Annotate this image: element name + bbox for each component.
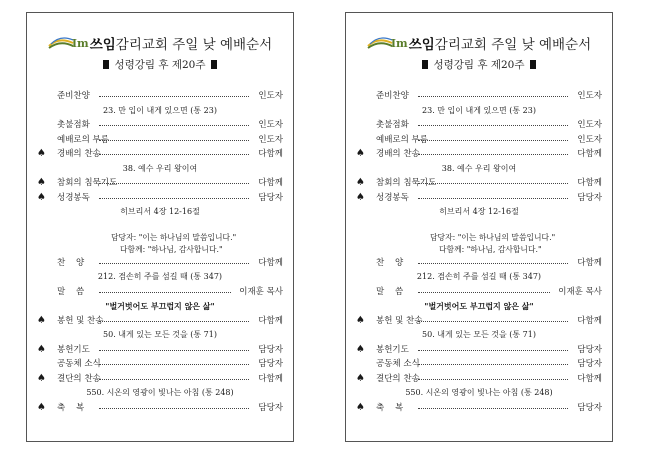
spade-icon: ♠ — [37, 148, 46, 159]
item-leader: 담당자 — [258, 192, 283, 203]
square-marker-left — [103, 60, 109, 69]
item-leader: 인도자 — [258, 134, 283, 145]
item-label: 봉헌 및 찬송 — [376, 315, 423, 326]
spade-icon: ♠ — [37, 401, 46, 413]
worship-item — [356, 401, 602, 416]
worship-item — [37, 89, 283, 104]
worship-item — [37, 372, 283, 387]
item-leader: 다함께 — [577, 257, 602, 268]
dotted-leader — [99, 96, 249, 97]
dotted-leader — [418, 140, 568, 141]
spade-icon: ♠ — [356, 372, 365, 384]
worship-item — [37, 401, 283, 416]
square-marker-right — [530, 60, 536, 69]
logo-text: Im — [71, 36, 89, 50]
spacer — [356, 220, 602, 232]
dotted-leader — [418, 183, 568, 184]
worship-item — [37, 191, 283, 206]
responsive-reading: 다함께: "하나님, 감사합니다." — [120, 244, 223, 254]
item-label: 말 씀 — [376, 286, 404, 297]
dotted-leader — [99, 379, 249, 380]
item-label: 촛불점화 — [376, 120, 409, 130]
item-label: 성경봉독 — [376, 192, 409, 203]
item-leader: 담당자 — [577, 344, 602, 355]
dotted-leader — [99, 408, 249, 409]
dotted-leader — [99, 364, 249, 365]
item-label: 예배로의 부름 — [376, 134, 428, 145]
item-label: 찬 양 — [376, 257, 404, 268]
item-label: 준비찬양 — [376, 91, 409, 101]
item-leader: 담당자 — [577, 192, 602, 203]
spade-icon: ♠ — [356, 401, 365, 413]
item-label: 예배로의 부름 — [57, 134, 109, 145]
spacer — [37, 220, 283, 232]
bulletin-header — [346, 33, 612, 73]
item-label: 성경봉독 — [57, 192, 90, 203]
dotted-leader — [418, 321, 568, 322]
worship-item — [37, 147, 283, 162]
sermon-title: "벌거벗어도 부끄럽지 않은 삶" — [105, 301, 215, 311]
worship-item — [356, 89, 602, 104]
item-leader: 다함께 — [258, 315, 283, 326]
item-label: 봉헌기도 — [57, 344, 90, 355]
dotted-leader — [418, 96, 568, 97]
spade-icon: ♠ — [37, 343, 46, 355]
subtitle-text: 성령강림 후 제20주 — [114, 59, 206, 71]
item-leader: 담당자 — [258, 359, 283, 369]
item-leader: 이재훈 목사 — [558, 286, 602, 297]
worship-item — [37, 314, 283, 329]
item-leader: 다함께 — [258, 373, 283, 384]
church-brand-name: 쓰임 — [408, 37, 435, 53]
item-leader: 다함께 — [258, 149, 283, 159]
item-label: 경배의 찬송 — [57, 149, 101, 159]
dotted-leader — [99, 125, 249, 126]
dotted-leader — [418, 198, 568, 199]
spade-icon: ♠ — [37, 177, 46, 188]
worship-item — [356, 285, 602, 300]
worship-item — [356, 147, 602, 162]
logo-text: Im — [390, 36, 408, 50]
responsive-reading: 다함께: "하나님, 감사합니다." — [439, 244, 542, 254]
item-label: 준비찬양 — [57, 91, 90, 101]
item-label: 공동체 소식 — [57, 359, 101, 369]
dotted-leader — [99, 350, 249, 351]
dotted-leader — [418, 379, 568, 380]
spade-icon: ♠ — [37, 314, 46, 326]
hymn-or-scripture: 50. 내게 있는 모든 것을 (통 71) — [103, 330, 217, 339]
item-leader: 인도자 — [577, 134, 602, 145]
dotted-leader — [99, 183, 249, 184]
sermon-title: "벌거벗어도 부끄럽지 않은 삶" — [424, 301, 534, 311]
dotted-leader — [99, 292, 231, 293]
bulletin-title — [367, 33, 591, 53]
spade-icon: ♠ — [356, 177, 365, 188]
item-leader: 인도자 — [577, 120, 602, 130]
item-label: 축 복 — [376, 402, 404, 413]
dotted-leader — [418, 350, 568, 351]
worship-item — [356, 133, 602, 148]
logo-swoosh-icon — [367, 37, 393, 49]
item-leader: 인도자 — [577, 91, 602, 101]
item-label: 봉헌기도 — [376, 344, 409, 355]
worship-item — [356, 191, 602, 206]
item-leader: 이재훈 목사 — [239, 286, 283, 297]
dotted-leader — [99, 263, 249, 264]
worship-item — [37, 133, 283, 148]
spade-icon: ♠ — [356, 314, 365, 326]
dotted-leader — [418, 364, 568, 365]
item-label: 말 씀 — [57, 286, 85, 297]
dotted-leader — [99, 321, 249, 322]
item-label: 촛불점화 — [57, 120, 90, 130]
square-marker-right — [211, 60, 217, 69]
dotted-leader — [418, 292, 550, 293]
bulletin-panel-right — [345, 12, 613, 442]
church-logo — [48, 37, 89, 50]
item-leader: 담당자 — [258, 402, 283, 413]
item-leader: 담당자 — [258, 344, 283, 355]
dotted-leader — [418, 125, 568, 126]
hymn-or-scripture: 23. 만 입이 내게 있으면 (통 23) — [103, 105, 217, 115]
hymn-or-scripture: 50. 내게 있는 모든 것을 (통 71) — [422, 330, 536, 339]
worship-item — [37, 176, 283, 191]
hymn-or-scripture: 38. 예수 우리 왕이여 — [441, 163, 517, 173]
hymn-or-scripture: 23. 만 입이 내게 있으면 (통 23) — [422, 105, 536, 115]
worship-item — [37, 256, 283, 271]
worship-item — [37, 343, 283, 358]
hymn-or-scripture: 히브리서 4장 12-16절 — [120, 207, 200, 216]
item-label: 결단의 찬송 — [376, 373, 420, 384]
dotted-leader — [418, 408, 568, 409]
worship-item — [37, 118, 283, 133]
item-leader: 다함께 — [577, 373, 602, 384]
square-marker-left — [422, 60, 428, 69]
hymn-or-scripture: 550. 시온의 영광이 빛나는 아침 (통 248) — [86, 388, 234, 397]
hymn-or-scripture: 38. 예수 우리 왕이여 — [122, 163, 198, 173]
title-text: 감리교회 주일 낮 예배순서 — [115, 37, 273, 53]
bulletin-subtitle — [422, 57, 535, 72]
bulletin-header — [27, 33, 293, 73]
responsive-reading: 담당자: "이는 하나님의 말씀입니다." — [430, 232, 556, 242]
hymn-or-scripture: 550. 시온의 영광이 빛나는 아침 (통 248) — [405, 388, 553, 397]
item-leader: 인도자 — [258, 91, 283, 101]
responsive-reading: 담당자: "이는 하나님의 말씀입니다." — [111, 232, 237, 242]
item-label: 공동체 소식 — [376, 359, 420, 369]
spade-icon: ♠ — [37, 372, 46, 384]
dotted-leader — [99, 140, 249, 141]
item-label: 참회의 침묵기도 — [376, 178, 437, 188]
worship-item — [356, 256, 602, 271]
item-label: 봉헌 및 찬송 — [57, 315, 104, 326]
bulletin-subtitle — [103, 57, 216, 72]
item-label: 축 복 — [57, 402, 85, 413]
church-brand-name: 쓰임 — [89, 37, 116, 53]
bulletin-title — [48, 33, 272, 53]
item-label: 참회의 침묵기도 — [57, 178, 118, 188]
order-of-worship — [356, 89, 602, 415]
worship-item — [356, 372, 602, 387]
spade-icon: ♠ — [356, 191, 365, 203]
item-label: 찬 양 — [57, 257, 85, 268]
hymn-or-scripture: 212. 겸손히 주를 섬길 때 (통 347) — [416, 272, 542, 281]
item-leader: 다함께 — [577, 178, 602, 188]
worship-item — [37, 285, 283, 300]
spade-icon: ♠ — [356, 343, 365, 355]
item-label: 경배의 찬송 — [376, 149, 420, 159]
dotted-leader — [418, 263, 568, 264]
dotted-leader — [99, 198, 249, 199]
item-leader: 담당자 — [577, 359, 602, 369]
logo-swoosh-icon — [48, 37, 74, 49]
item-leader: 다함께 — [577, 315, 602, 326]
dotted-leader — [418, 154, 568, 155]
item-leader: 담당자 — [577, 402, 602, 413]
dotted-leader — [99, 154, 249, 155]
item-leader: 다함께 — [258, 257, 283, 268]
spade-icon: ♠ — [37, 191, 46, 203]
hymn-or-scripture: 히브리서 4장 12-16절 — [439, 207, 519, 216]
subtitle-text: 성령강림 후 제20주 — [433, 59, 525, 71]
item-label: 결단의 찬송 — [57, 373, 101, 384]
item-leader: 인도자 — [258, 120, 283, 130]
worship-item — [356, 357, 602, 372]
worship-item — [356, 314, 602, 329]
worship-item — [356, 176, 602, 191]
worship-item — [37, 357, 283, 372]
worship-item — [356, 343, 602, 358]
church-logo — [367, 37, 408, 50]
spade-icon: ♠ — [356, 148, 365, 159]
bulletin-panel-left — [26, 12, 294, 442]
order-of-worship — [37, 89, 283, 415]
item-leader: 다함께 — [577, 149, 602, 159]
worship-item — [356, 118, 602, 133]
hymn-or-scripture: 212. 겸손히 주를 섬길 때 (통 347) — [97, 272, 223, 281]
item-leader: 다함께 — [258, 178, 283, 188]
title-text: 감리교회 주일 낮 예배순서 — [434, 37, 592, 53]
